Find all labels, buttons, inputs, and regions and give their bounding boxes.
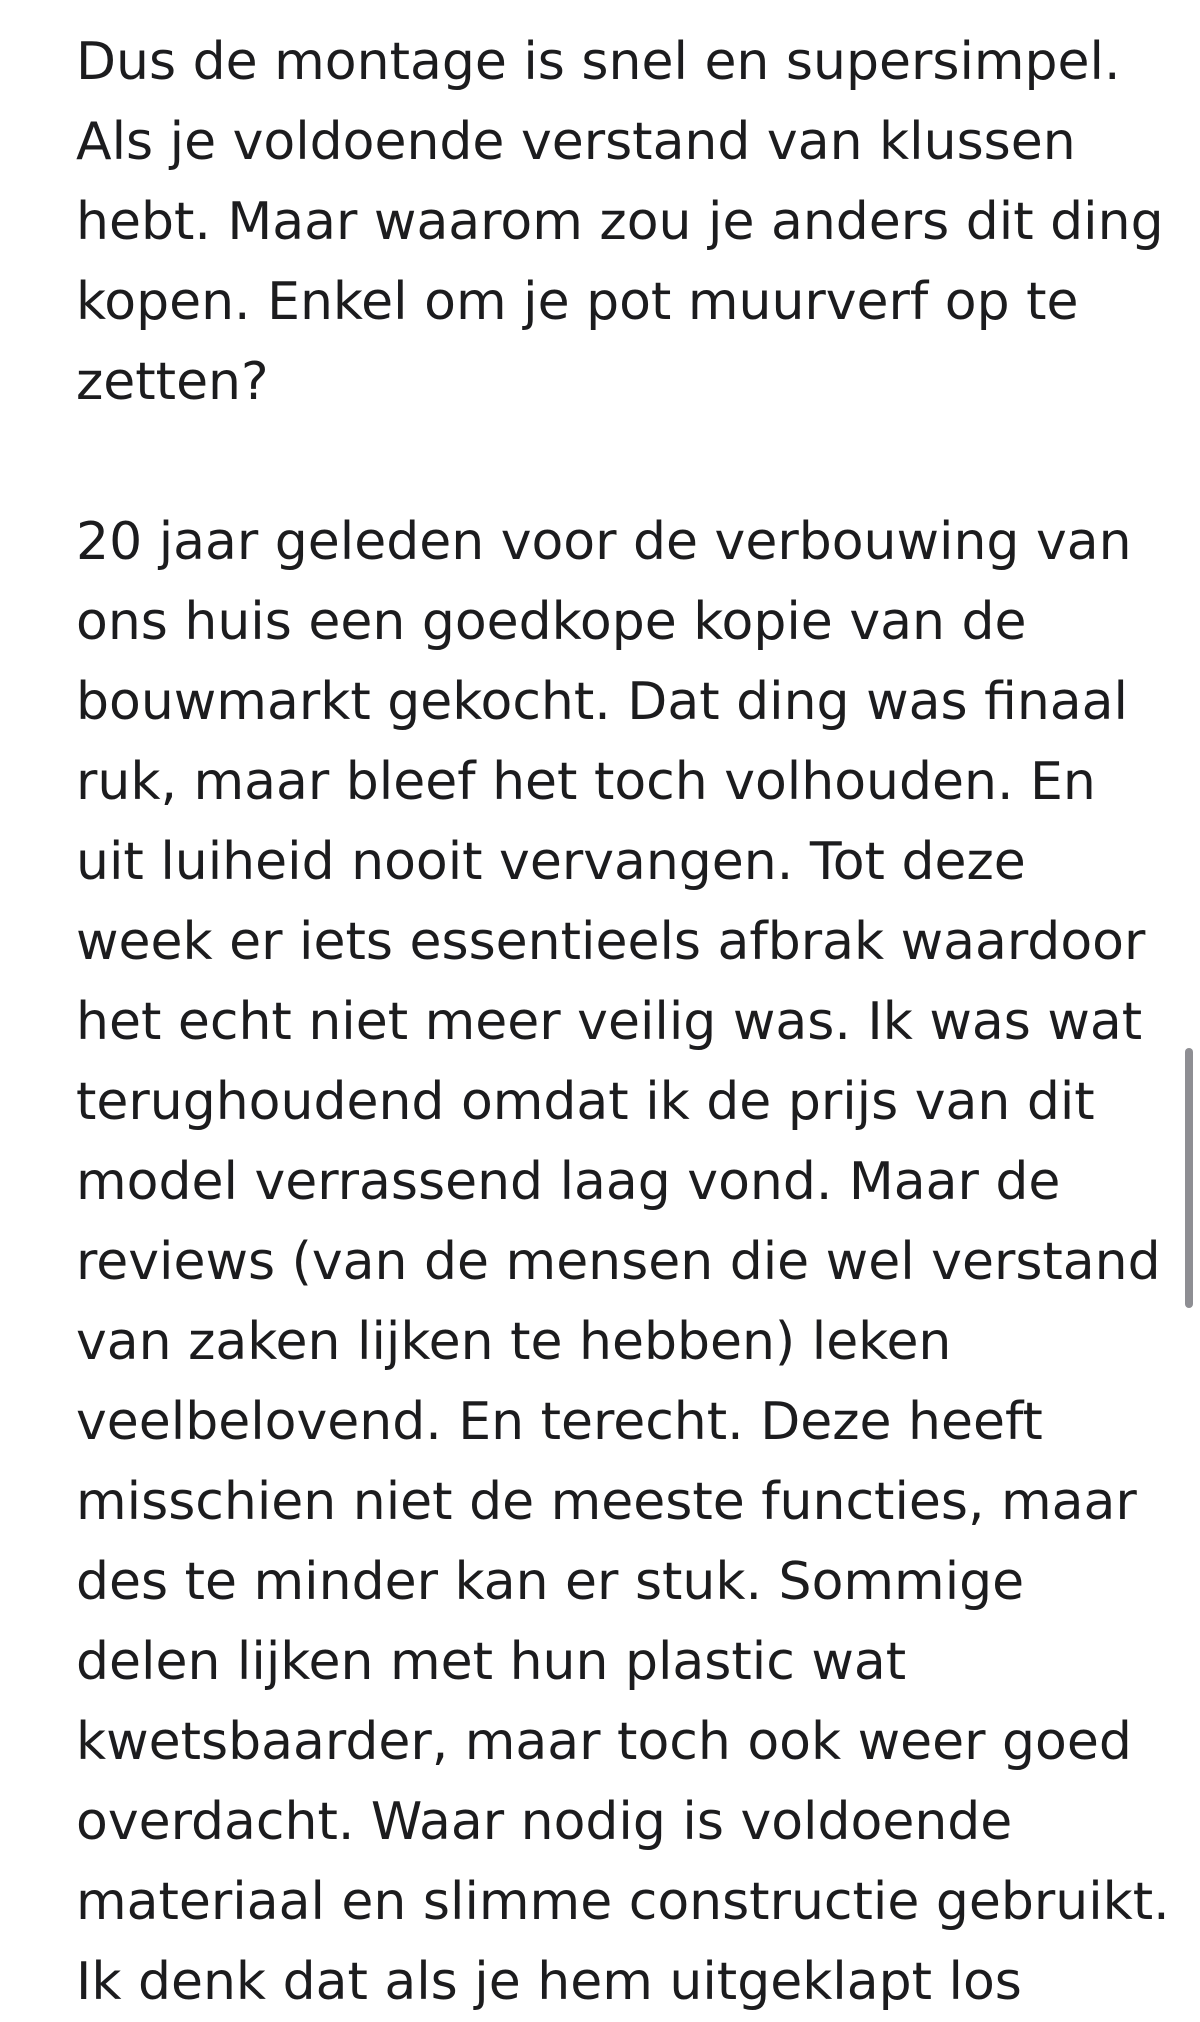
text-line: zetten? xyxy=(76,352,269,412)
text-line: delen lijken met hun plastic wat xyxy=(76,1632,907,1692)
text-line: overdacht. Waar nodig is voldoende xyxy=(76,1792,1013,1852)
text-line: van zaken lijken te hebben) leken xyxy=(76,1312,952,1372)
text-line: kopen. Enkel om je pot muurverf op te xyxy=(76,272,1079,332)
text-line: het echt niet meer veilig was. Ik was wat xyxy=(76,992,1143,1052)
text-line: hebt. Maar waarom zou je anders dit ding xyxy=(76,192,1164,252)
text-line: model verrassend laag vond. Maar de xyxy=(76,1152,1061,1212)
scrollbar-thumb[interactable] xyxy=(1185,1048,1193,1308)
text-line: veelbelovend. En terecht. Deze heeft xyxy=(76,1392,1043,1452)
text-line: kwetsbaarder, maar toch ook weer goed xyxy=(76,1712,1132,1772)
text-line: 20 jaar geleden voor de verbouwing van xyxy=(76,512,1132,572)
text-line: terughoudend omdat ik de prijs van dit xyxy=(76,1072,1095,1132)
text-line: Dus de montage is snel en supersimpel. xyxy=(76,32,1121,92)
text-line: uit luiheid nooit vervangen. Tot deze xyxy=(76,832,1026,892)
text-line: week er iets essentieels afbrak waardoor xyxy=(76,912,1146,972)
text-line: Als je voldoende verstand van klussen xyxy=(76,112,1076,172)
text-line: reviews (van de mensen die wel verstand xyxy=(76,1232,1161,1292)
text-line: Ik denk dat als je hem uitgeklapt los xyxy=(76,1952,1022,2012)
text-line: materiaal en slimme constructie gebruikt. xyxy=(76,1872,1170,1932)
text-line: misschien niet de meeste functies, maar xyxy=(76,1472,1137,1532)
text-line: ons huis een goedkope kopie van de xyxy=(76,592,1027,652)
text-line: bouwmarkt gekocht. Dat ding was finaal xyxy=(76,672,1128,732)
text-line: des te minder kan er stuk. Sommige xyxy=(76,1552,1025,1612)
text-line: ruk, maar bleef het toch volhouden. En xyxy=(76,752,1096,812)
